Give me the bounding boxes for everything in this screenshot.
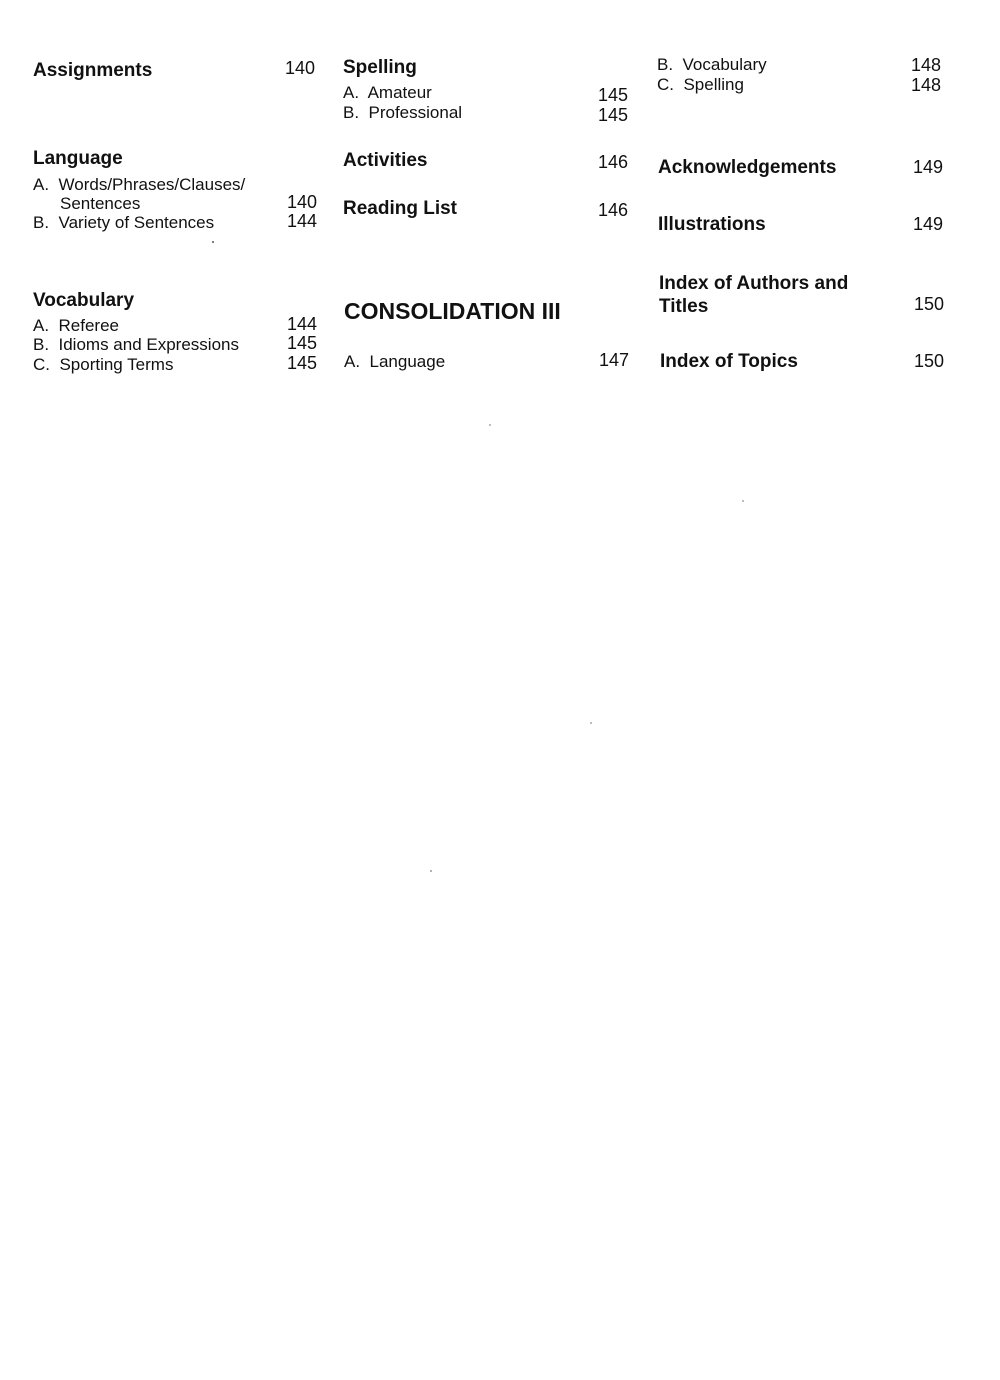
scan-speck bbox=[212, 241, 214, 243]
toc-heading-index-authors[interactable]: Index of Authors and bbox=[659, 273, 849, 294]
toc-page-consolidation-a: 147 bbox=[598, 350, 629, 370]
scan-speck bbox=[590, 722, 592, 724]
toc-page-illustrations: 149 bbox=[912, 214, 943, 234]
toc-heading-illustrations[interactable]: Illustrations bbox=[658, 214, 766, 235]
toc-heading-index-topics[interactable]: Index of Topics bbox=[660, 351, 798, 372]
toc-page-consolidation-c: 148 bbox=[910, 75, 941, 95]
toc-page-index-authors: 150 bbox=[913, 294, 944, 314]
toc-item-language-a[interactable]: A. Words/Phrases/Clauses/ bbox=[33, 175, 246, 194]
toc-item-language-a-cont[interactable]: Sentences bbox=[60, 194, 141, 213]
toc-heading-reading-list[interactable]: Reading List bbox=[343, 198, 458, 219]
toc-page-index-topics: 150 bbox=[913, 351, 944, 371]
toc-heading-language[interactable]: Language bbox=[33, 148, 123, 169]
toc-page-language-a: 140 bbox=[286, 192, 317, 212]
toc-heading-index-authors-cont[interactable]: Titles bbox=[659, 296, 709, 317]
toc-heading-activities[interactable]: Activities bbox=[343, 150, 428, 171]
scan-speck bbox=[742, 500, 744, 502]
scan-speck bbox=[489, 424, 491, 426]
toc-page-assignments: 140 bbox=[284, 58, 315, 78]
toc-heading-acknowledgements[interactable]: Acknowledgements bbox=[658, 157, 837, 178]
toc-page-consolidation-b: 148 bbox=[910, 55, 941, 75]
toc-page-spelling-b: 145 bbox=[597, 105, 628, 125]
toc-item-vocabulary-c[interactable]: C. Sporting Terms bbox=[33, 355, 174, 374]
toc-page-acknowledgements: 149 bbox=[912, 157, 943, 177]
toc-item-consolidation-c[interactable]: C. Spelling bbox=[657, 75, 744, 94]
scan-speck bbox=[430, 870, 432, 872]
toc-item-spelling-a[interactable]: A. Amateur bbox=[343, 83, 432, 102]
toc-page-activities: 146 bbox=[597, 152, 628, 172]
toc-item-vocabulary-a[interactable]: A. Referee bbox=[33, 316, 119, 335]
toc-page-vocabulary-b: 145 bbox=[286, 333, 317, 353]
toc-page-spelling-a: 145 bbox=[597, 85, 628, 105]
toc-item-consolidation-b[interactable]: B. Vocabulary bbox=[657, 55, 767, 74]
toc-heading-assignments[interactable]: Assignments bbox=[33, 60, 153, 81]
toc-page-vocabulary-a: 144 bbox=[286, 314, 317, 334]
toc-page-vocabulary-c: 145 bbox=[286, 353, 317, 373]
toc-heading-spelling[interactable]: Spelling bbox=[343, 57, 417, 78]
toc-item-spelling-b[interactable]: B. Professional bbox=[343, 103, 463, 122]
toc-heading-consolidation[interactable]: CONSOLIDATION III bbox=[344, 298, 561, 324]
toc-page-reading-list: 146 bbox=[597, 200, 628, 220]
toc-page-language-b: 144 bbox=[286, 211, 317, 231]
toc-item-consolidation-a[interactable]: A. Language bbox=[344, 352, 446, 371]
toc-item-vocabulary-b[interactable]: B. Idioms and Expressions bbox=[33, 335, 239, 354]
toc-item-language-b[interactable]: B. Variety of Sentences bbox=[33, 213, 215, 232]
toc-heading-vocabulary[interactable]: Vocabulary bbox=[33, 290, 135, 311]
